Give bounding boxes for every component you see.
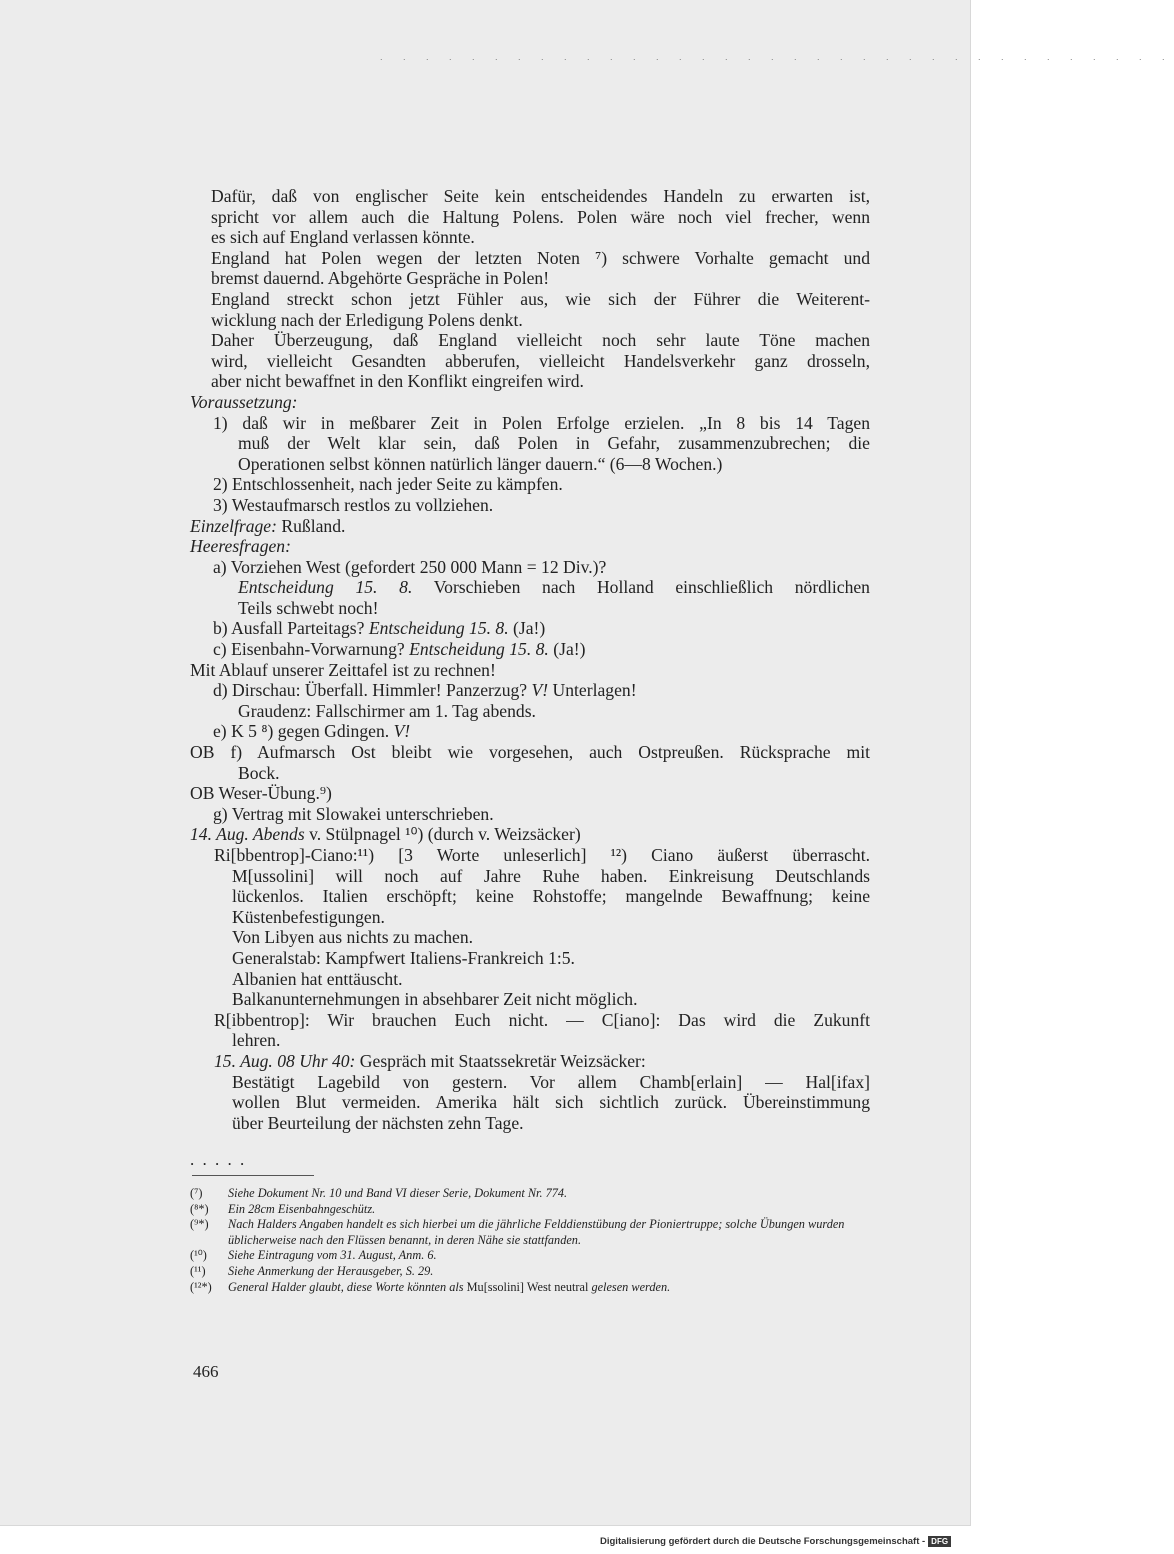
page-number: 466	[193, 1362, 219, 1381]
text-line	[190, 557, 870, 578]
footnote-text: Nach Halders Angaben handelt es sich hierbei um die jährliche Felddienstübung der Pioniertruppe; solche Übungen wurden üblicherweise nach den Flüssen benannt, in deren Nähe sie stattfanden.	[228, 1217, 845, 1247]
text-line	[190, 804, 870, 825]
text-line	[190, 680, 870, 701]
text-line	[190, 783, 870, 804]
text-segment: g) Vertrag mit Slowakei unterschrieben.	[213, 803, 494, 824]
text-line	[190, 618, 870, 639]
footnote-text-segment: Mu[ssolini] West neutral	[466, 1279, 589, 1294]
footnote	[190, 1217, 880, 1248]
text-segment: 15. Aug. 08 Uhr 40:	[214, 1050, 356, 1071]
text-line	[190, 948, 870, 969]
text-segment: Generalstab: Kampfwert Italiens-Frankreich 1:5.	[232, 947, 575, 968]
text-line	[190, 1092, 870, 1113]
text-segment: 14. Aug. Abends	[190, 824, 305, 845]
text-line	[190, 310, 870, 331]
text-segment: R[ibbentrop]: Wir brauchen Euch nicht. — C[iano]: Das wird die Zukunft	[214, 1009, 870, 1030]
footnote-text: Ein 28cm Eisenbahngeschütz.	[228, 1201, 376, 1216]
text-segment: Bestätigt Lagebild von gestern. Vor allem Chamb[erlain] — Hal[ifax]	[232, 1071, 870, 1092]
footnote	[190, 1248, 880, 1264]
text-segment: OB f) Aufmarsch Ost bleibt wie vorgesehen, auch Ostpreußen. Rücksprache mit	[190, 742, 870, 763]
text-segment: M[ussolini] will noch auf Jahre Ruhe haben. Einkreisung Deutschlands	[232, 865, 870, 886]
text-segment: wollen Blut vermeiden. Amerika hält sich sichtlich zurück. Übereinstimmung	[232, 1092, 870, 1113]
footnote	[190, 1280, 880, 1296]
text-line	[190, 907, 870, 928]
text-segment: OB Weser-Übung.⁹)	[190, 783, 332, 804]
footnote	[190, 1264, 880, 1280]
text-segment: England hat Polen wegen der letzten Noten ⁷) schwere Vorhalte gemacht und	[211, 247, 870, 268]
dfg-logo: DFG	[928, 1536, 951, 1547]
text-line	[190, 371, 870, 392]
text-line	[190, 268, 870, 289]
text-segment: spricht vor allem auch die Haltung Polens. Polen wäre noch viel frecher, wenn	[211, 206, 870, 227]
text-segment: c) Eisenbahn-Vorwarnung?	[213, 639, 410, 660]
text-segment: Operationen selbst können natürlich länger dauern.“ (6—8 Wochen.)	[238, 453, 723, 474]
text-segment: Dafür, daß von englischer Seite kein entscheidendes Handeln zu erwarten ist,	[211, 186, 870, 206]
main-text	[190, 186, 870, 1133]
text-line	[190, 495, 870, 516]
text-line	[190, 1010, 870, 1031]
text-segment: England streckt schon jetzt Fühler aus, wie sich der Führer die Weiterent-	[211, 288, 870, 309]
text-segment: Albanien hat enttäuscht.	[232, 968, 403, 989]
text-segment: Graudenz: Fallschirmer am 1. Tag abends.	[238, 700, 536, 721]
footnote-number: (⁸*)	[190, 1201, 209, 1216]
text-segment: wicklung nach der Erledigung Polens denkt.	[211, 309, 523, 330]
text-line	[190, 536, 870, 557]
footnote-text: Siehe Anmerkung der Herausgeber, S. 29.	[228, 1263, 434, 1278]
text-line	[190, 330, 870, 351]
text-segment: Küstenbefestigungen.	[232, 906, 385, 927]
text-line	[190, 454, 870, 475]
credit-text: Digitalisierung gefördert durch die Deutsche Forschungsgemeinschaft -	[600, 1536, 926, 1548]
text-segment: 1) daß wir in meßbarer Zeit in Polen Erfolge erzielen. „In 8 bis 14 Tagen	[213, 412, 870, 433]
text-line	[190, 248, 870, 269]
text-segment: lehren.	[232, 1030, 281, 1051]
text-segment: Entscheidung 15. 8.	[409, 639, 549, 660]
footnote-number: (¹²*)	[190, 1279, 212, 1294]
text-segment: V!	[393, 721, 411, 742]
text-line	[190, 474, 870, 495]
text-line	[190, 845, 870, 866]
text-segment: Vorschieben nach Holland einschließlich nördlichen	[412, 577, 870, 598]
text-line	[190, 351, 870, 372]
footnote-number: (¹⁰)	[190, 1248, 207, 1263]
text-line	[190, 701, 870, 722]
text-line	[190, 639, 870, 660]
text-segment: Entscheidung 15. 8.	[368, 618, 509, 639]
text-segment: wird, vielleicht Gesandten abberufen, vielleicht Handelsverkehr ganz drosseln,	[211, 350, 870, 371]
text-line	[190, 1072, 870, 1093]
text-line	[190, 969, 870, 990]
text-line	[190, 598, 870, 619]
text-segment: Rußland.	[276, 515, 346, 536]
text-line	[190, 186, 870, 207]
footnote-text: Siehe Dokument Nr. 10 und Band VI dieser Serie, Dokument Nr. 774.	[228, 1186, 568, 1200]
footnote-rule	[192, 1175, 314, 1176]
text-segment: bremst dauernd. Abgehörte Gespräche in Polen!	[211, 268, 550, 289]
text-segment: (Ja!)	[508, 618, 546, 639]
text-segment: (Ja!)	[548, 639, 586, 660]
text-segment: Unterlagen!	[548, 680, 637, 701]
text-line	[190, 413, 870, 434]
ellipsis: . . . . .	[190, 1150, 247, 1169]
text-segment: v. Stülpnagel ¹⁰) (durch v. Weizsäcker)	[304, 824, 581, 845]
text-line	[190, 660, 870, 681]
text-segment: Mit Ablauf unserer Zeittafel ist zu rechnen!	[190, 659, 496, 680]
text-line	[190, 927, 870, 948]
text-segment: e) K 5 ⁸) gegen Gdingen.	[213, 721, 394, 742]
text-segment: Von Libyen aus nichts zu machen.	[232, 927, 474, 948]
text-segment: Teils schwebt noch!	[238, 597, 379, 618]
text-line	[190, 1030, 870, 1051]
text-line	[190, 866, 870, 887]
footnote-text-segment: gelesen werden.	[588, 1279, 671, 1294]
footnote-number: (⁹*)	[190, 1217, 209, 1232]
text-segment: d) Dirschau: Überfall. Himmler! Panzerzug?	[213, 680, 532, 701]
footnote-text: Siehe Eintragung vom 31. August, Anm. 6.	[228, 1248, 437, 1263]
text-segment: V!	[531, 680, 549, 701]
text-line	[190, 1113, 870, 1134]
text-segment: b) Ausfall Parteitags?	[213, 618, 369, 639]
text-segment: Gespräch mit Staatssekretär Weizsäcker:	[355, 1050, 646, 1071]
text-segment: lückenlos. Italien erschöpft; keine Rohstoffe; mangelnde Bewaffnung; keine	[232, 886, 870, 907]
text-line	[190, 1051, 870, 1072]
footnote-text	[228, 1280, 880, 1296]
text-line	[190, 392, 870, 413]
text-segment: über Beurteilung der nächsten zehn Tage.	[232, 1112, 524, 1133]
text-segment: Einzelfrage:	[190, 515, 277, 536]
text-segment: Entscheidung 15. 8.	[238, 577, 413, 598]
text-segment: 2) Entschlossenheit, nach jeder Seite zu kämpfen.	[213, 474, 563, 495]
footnotes	[190, 1186, 880, 1295]
text-line	[190, 433, 870, 454]
footnote-number: (⁷)	[190, 1186, 203, 1200]
text-segment: Ri[bbentrop]-Ciano:¹¹) [3 Worte unleserlich] ¹²) Ciano äußerst überrascht.	[214, 845, 870, 865]
footnote-number: (¹¹)	[190, 1263, 206, 1278]
text-line	[190, 207, 870, 228]
text-segment: Daher Überzeugung, daß England vielleicht noch sehr laute Töne machen	[211, 330, 870, 351]
footnote-text-segment: General Halder glaubt, diese Worte könnten als	[228, 1279, 467, 1294]
text-line	[190, 516, 870, 537]
text-line	[190, 227, 870, 248]
text-segment: a) Vorziehen West (gefordert 250 000 Mann = 12 Div.)?	[213, 556, 607, 577]
footnote	[190, 1186, 880, 1202]
text-line	[190, 763, 870, 784]
text-segment: Balkanunternehmungen in absehbarer Zeit nicht möglich.	[232, 989, 638, 1010]
text-segment: es sich auf England verlassen könnte.	[211, 227, 475, 248]
text-line	[190, 824, 870, 845]
text-segment: Bock.	[238, 762, 280, 783]
text-line	[190, 742, 870, 763]
text-line	[190, 289, 870, 310]
text-line	[190, 577, 870, 598]
text-segment: aber nicht bewaffnet in den Konflikt eingreifen wird.	[211, 371, 584, 392]
footnote	[190, 1202, 880, 1218]
text-segment: muß der Welt klar sein, daß Polen in Gefahr, zusammenzubrechen; die	[238, 433, 870, 454]
text-line	[190, 721, 870, 742]
text-segment: Voraussetzung:	[190, 391, 298, 412]
top-dot-border: . . . . . . . . . . . . . . . . . . . . . . . . . . . . . . . . . . .	[380, 52, 1174, 62]
text-segment: Heeresfragen:	[190, 536, 291, 557]
text-line	[190, 886, 870, 907]
text-line	[190, 989, 870, 1010]
text-segment: 3) Westaufmarsch restlos zu vollziehen.	[213, 494, 494, 515]
digitization-credit	[600, 1536, 951, 1547]
